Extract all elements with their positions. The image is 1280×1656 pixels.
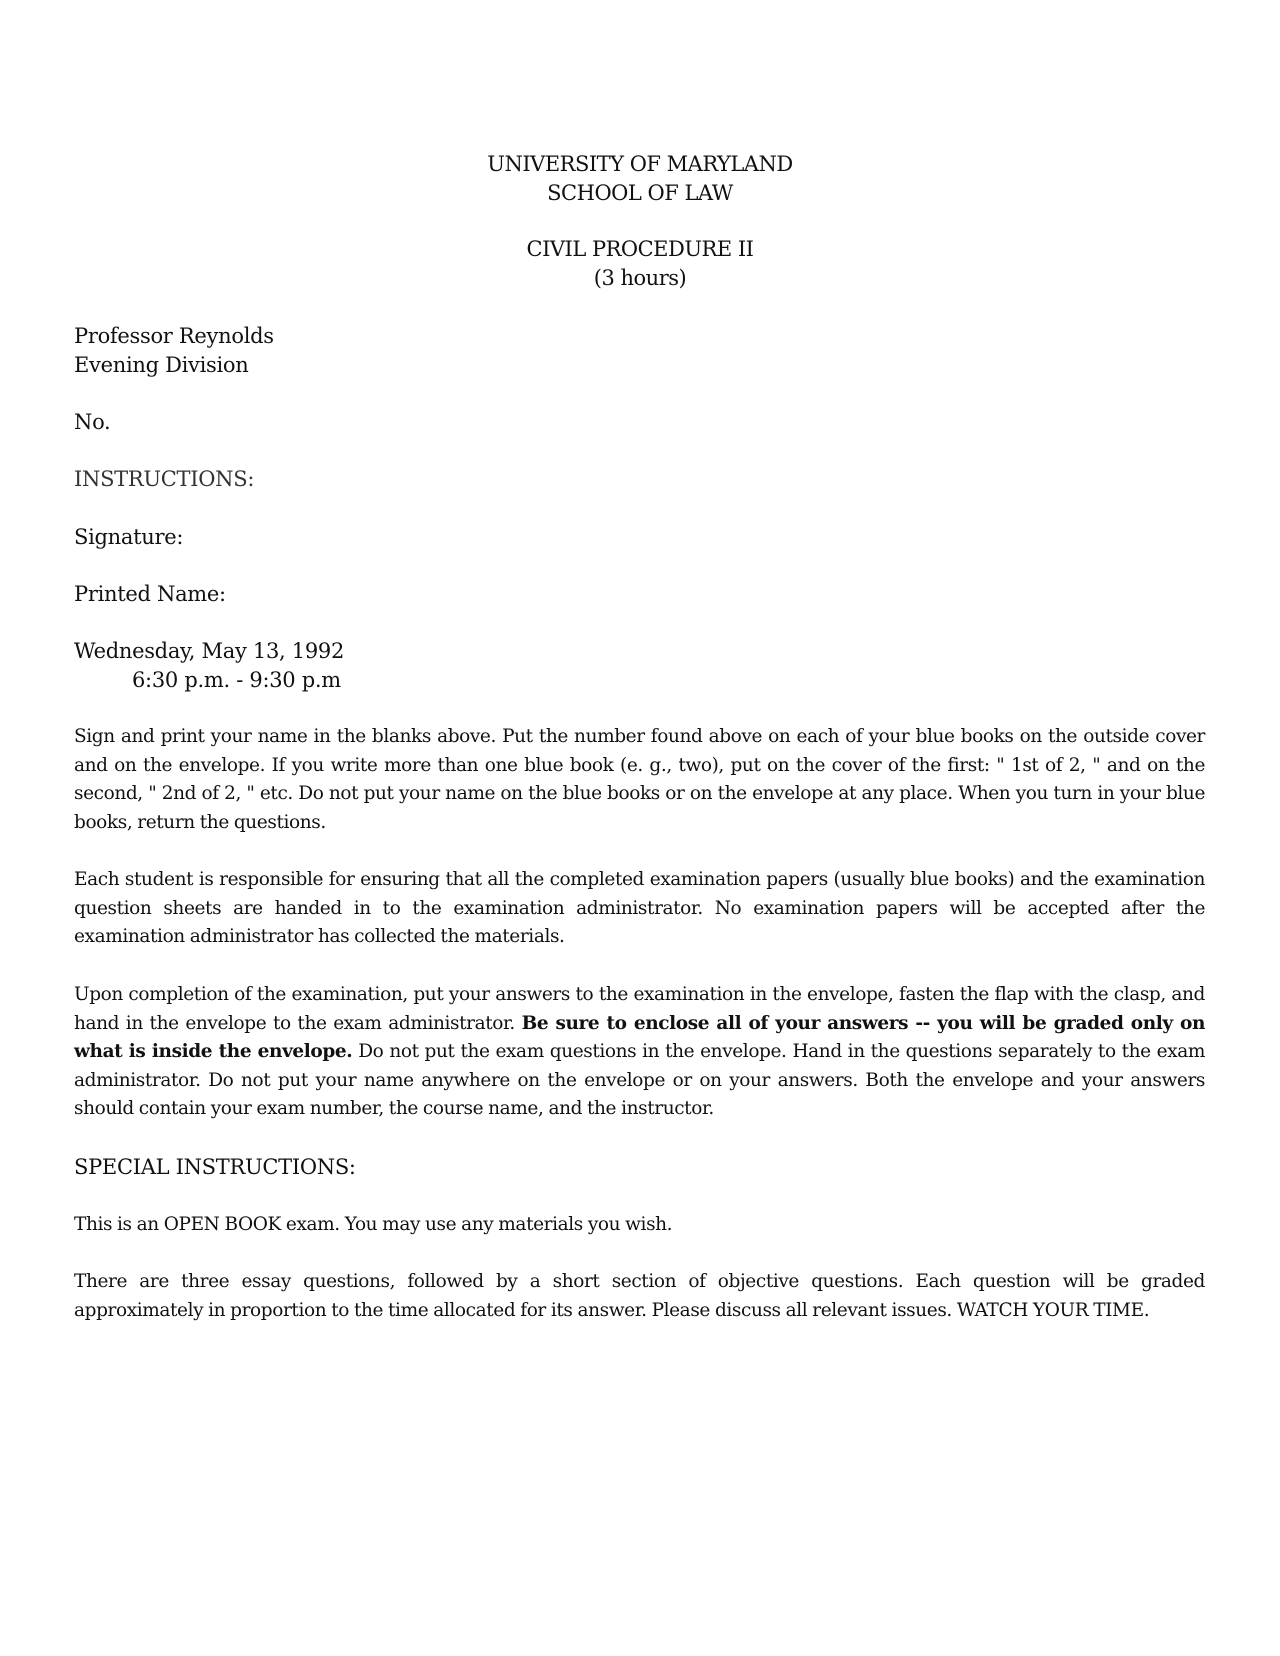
- school-name: SCHOOL OF LAW: [547, 181, 733, 205]
- envelope-text-bold: Be sure to enclose all of your answers -- you will be graded only on what is inside the envelope.: [74, 1012, 1205, 1062]
- instructions-label: INSTRUCTIONS:: [74, 467, 255, 491]
- professor-name: Professor Reynolds: [74, 324, 274, 348]
- special-instructions-heading: SPECIAL INSTRUCTIONS:: [74, 1155, 356, 1179]
- institution-header: [0, 150, 1280, 208]
- university-name: UNIVERSITY OF MARYLAND: [487, 152, 793, 176]
- exam-number-label: No.: [74, 410, 111, 434]
- envelope-text-part2: Do not put the exam questions in the envelope. Hand in the questions separately to the exam administrator. Do not put your name anywhere on the envelope or on your answers. Both the envelope and your answers should contain your exam number, the course name, and the instructor.: [74, 1041, 1205, 1119]
- course-title: CIVIL PROCEDURE II: [526, 237, 754, 261]
- envelope-text-part1: Upon completion of the examination, put your answers to the examination in the envelope, fasten the flap with the clasp, and hand in the envelope to the exam administrator.: [74, 984, 1205, 1034]
- paragraph-responsibility: Each student is responsible for ensuring that all the completed examination papers (usually blue books) and the examination question sheets are handed in to the examination administrator. No examination papers will be accepted after the examination administrator has collected the materials.: [74, 869, 1205, 947]
- signature-label: Signature:: [74, 525, 184, 549]
- exam-time: 6:30 p.m. - 9:30 p.m: [132, 668, 341, 692]
- exam-date: Wednesday, May 13, 1992: [74, 639, 345, 663]
- paragraph-open-book: This is an OPEN BOOK exam. You may use any materials you wish.: [74, 1214, 673, 1235]
- paragraph-envelope: [74, 981, 1205, 1124]
- course-header: [0, 235, 1280, 293]
- printed-name-label: Printed Name:: [74, 582, 226, 606]
- division-name: Evening Division: [74, 353, 249, 377]
- paragraph-essay-questions: There are three essay questions, followed by a short section of objective questions. Each question will be graded approximately in proportion to the time allocated for its answer. Please discuss all relevant issues. WATCH YOUR TIME.: [74, 1271, 1205, 1321]
- exam-duration: (3 hours): [593, 266, 687, 290]
- paragraph-sign-and-print: Sign and print your name in the blanks above. Put the number found above on each of your blue books on the outside cover and on the envelope. If you write more than one blue book (e. g., two), put on the cover of the first: " 1st of 2, " and on the second, " 2nd of 2, " etc. Do not put your name on the blue books or on the envelope at any place. When you turn in your blue books, return the questions.: [74, 726, 1205, 833]
